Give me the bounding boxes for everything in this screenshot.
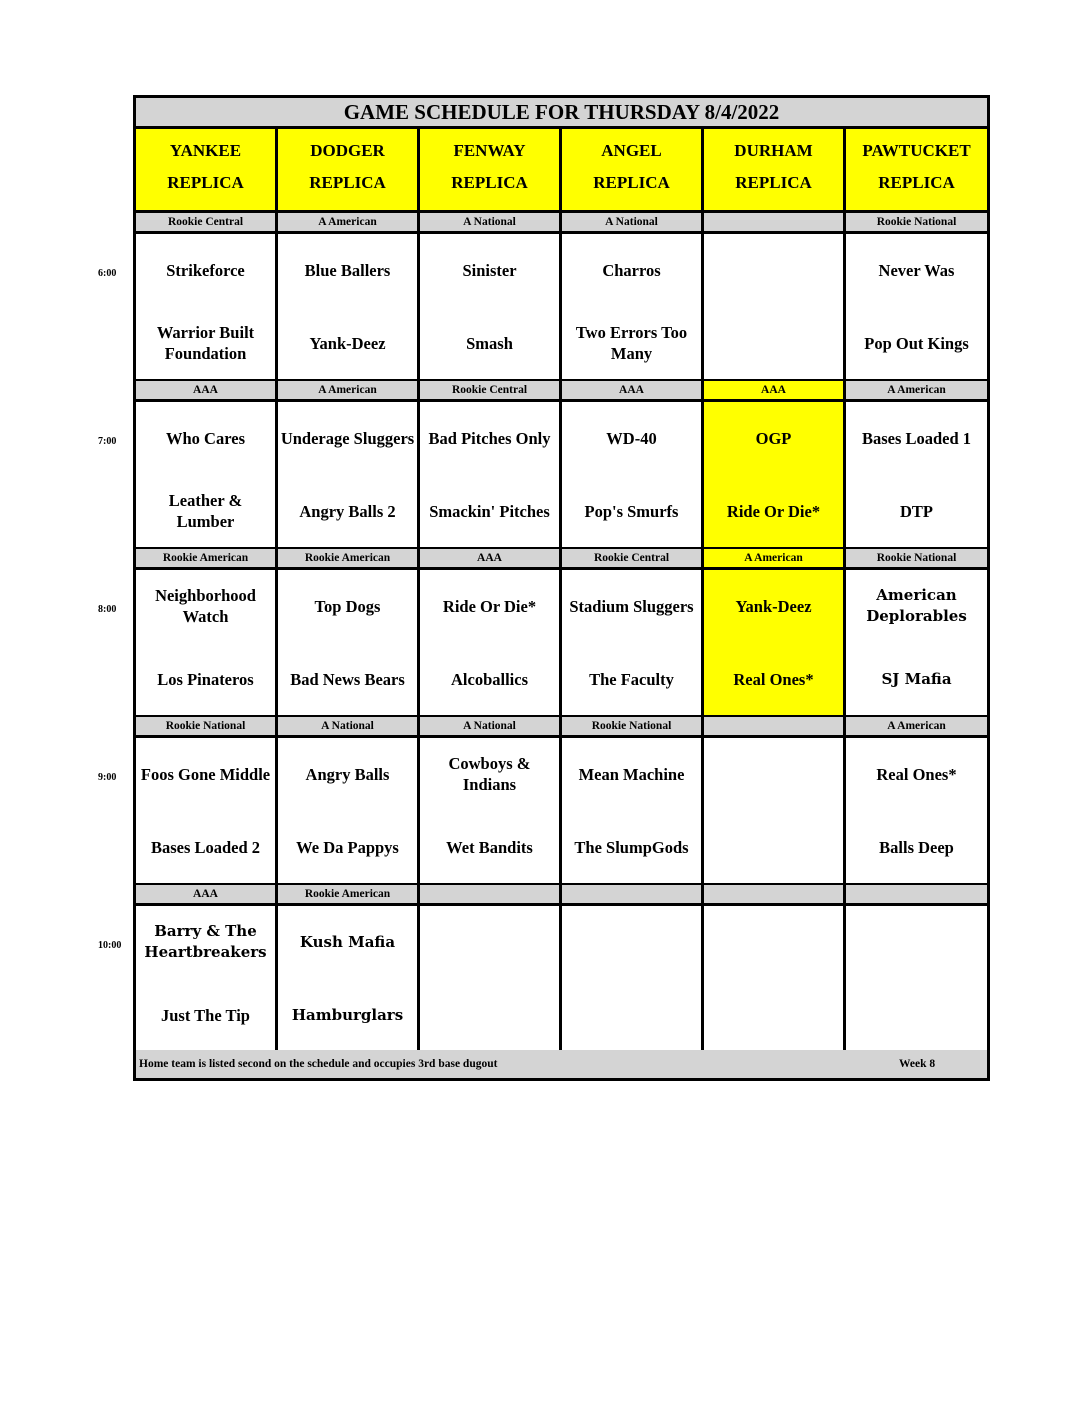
game-cell (846, 906, 987, 1051)
division-label: Rookie Central (136, 213, 278, 231)
division-label: Rookie National (136, 717, 278, 735)
away-team: Underage Sluggers (280, 428, 415, 448)
venue-subtitle: REPLICA (309, 173, 386, 192)
away-team: Never Was (878, 260, 955, 280)
home-team: Pop Out Kings (864, 333, 969, 353)
away-team (564, 918, 699, 966)
away-team: Blue Ballers (304, 260, 391, 280)
division-label: Rookie American (136, 549, 278, 567)
game-cell (420, 402, 562, 547)
game-cell (136, 402, 278, 547)
game-cell (420, 906, 562, 1051)
division-label: A National (420, 213, 562, 231)
home-team (564, 991, 699, 1039)
venue-name: DODGER (310, 141, 385, 160)
game-cell (278, 738, 420, 883)
division-label: AAA (562, 381, 704, 399)
home-team: Balls Deep (879, 837, 954, 857)
venue-subtitle: REPLICA (735, 173, 812, 192)
division-label: A American (278, 381, 420, 399)
division-label: A National (420, 717, 562, 735)
division-label: A National (278, 717, 420, 735)
home-team (706, 319, 841, 367)
game-cell (704, 906, 846, 1051)
division-label (846, 885, 987, 903)
away-team: Strikeforce (166, 260, 245, 280)
division-label (704, 213, 846, 231)
game-cell (562, 570, 704, 715)
away-team: Cowboys & Indians (448, 754, 531, 794)
week-label: Week 8 (899, 1058, 936, 1070)
schedule-table (133, 95, 990, 1081)
away-team: OGP (755, 428, 792, 448)
away-team (848, 918, 985, 966)
division-label: AAA (136, 381, 278, 399)
game-cell (846, 234, 987, 379)
game-cell (562, 402, 704, 547)
home-team: Leather & Lumber (168, 491, 243, 531)
home-team: Two Errors Too Many (575, 323, 688, 363)
away-team: WD-40 (606, 428, 657, 448)
away-team: Yank-Deez (735, 596, 812, 616)
away-team: Bases Loaded 1 (861, 428, 972, 448)
home-team: The Faculty (589, 669, 674, 689)
division-label: Rookie National (562, 717, 704, 735)
away-team: Foos Gone Middle (140, 764, 271, 784)
division-label: A American (704, 549, 846, 567)
game-cell (562, 906, 704, 1051)
venue-subtitle: REPLICA (451, 173, 528, 192)
time-slot-label: 6:00 (98, 268, 117, 279)
footer-bar (136, 1050, 987, 1078)
home-team: Smash (466, 333, 513, 353)
time-slot-label: 10:00 (98, 940, 122, 951)
away-team (706, 246, 841, 294)
home-team: Angry Balls 2 (299, 501, 396, 521)
game-cell (846, 738, 987, 883)
home-team (422, 991, 557, 1039)
home-team (848, 991, 985, 1039)
venue-subtitle: REPLICA (593, 173, 670, 192)
game-cell (278, 570, 420, 715)
home-team: Los Pinateros (157, 669, 254, 689)
time-slot-label: 7:00 (98, 436, 117, 447)
home-team: Pop's Smurfs (584, 501, 679, 521)
division-label: A American (846, 717, 987, 735)
home-team: Ride Or Die* (726, 501, 821, 521)
away-team: Angry Balls (305, 764, 390, 784)
venue-header-fenway (420, 129, 562, 210)
game-cell (562, 738, 704, 883)
home-team: Warrior Built Foundation (156, 323, 255, 363)
home-team: Bad News Bears (290, 669, 405, 689)
division-label: AAA (704, 381, 846, 399)
away-team (706, 918, 841, 966)
home-team: Wet Bandits (446, 837, 533, 857)
away-team: Barry & The Heartbreakers (144, 922, 267, 961)
game-cell (420, 234, 562, 379)
home-team: Hamburglars (291, 1005, 404, 1024)
away-team: Neighborhood Watch (155, 586, 256, 626)
venue-header-durham (704, 129, 846, 210)
venue-subtitle: REPLICA (878, 173, 955, 192)
time-slot-label: 9:00 (98, 772, 117, 783)
away-team: Real Ones* (876, 764, 957, 784)
away-team: Ride Or Die* (442, 596, 537, 616)
away-team (706, 750, 841, 798)
venue-header-dodger (278, 129, 420, 210)
venue-header-pawtucket (846, 129, 987, 210)
division-label: Rookie Central (562, 549, 704, 567)
venue-name: ANGEL (601, 141, 662, 160)
home-team: SJ Mafia (881, 669, 952, 688)
venue-name: PAWTUCKET (862, 141, 971, 160)
home-team: The SlumpGods (574, 837, 689, 857)
away-team: Bad Pitches Only (428, 428, 551, 448)
division-label: Rookie American (278, 885, 420, 903)
home-team (706, 991, 841, 1039)
division-label: Rookie American (278, 549, 420, 567)
venue-header-angel (562, 129, 704, 210)
game-cell (704, 570, 846, 715)
division-label: A American (278, 213, 420, 231)
division-label: Rookie National (846, 549, 987, 567)
away-team: American Deplorables (866, 586, 967, 625)
game-cell (846, 570, 987, 715)
away-team: Sinister (462, 260, 517, 280)
away-team: Top Dogs (314, 596, 381, 616)
away-team: Mean Machine (578, 764, 685, 784)
division-label (420, 885, 562, 903)
game-cell (704, 738, 846, 883)
home-team: Real Ones* (733, 669, 814, 689)
venue-header-yankee (136, 129, 278, 210)
game-cell (420, 570, 562, 715)
game-cell (846, 402, 987, 547)
division-label (704, 885, 846, 903)
home-team: Yank-Deez (309, 333, 386, 353)
game-cell (278, 906, 420, 1051)
division-label: Rookie Central (420, 381, 562, 399)
division-label (704, 717, 846, 735)
game-cell (420, 738, 562, 883)
game-cell (278, 402, 420, 547)
away-team: Kush Mafia (299, 932, 396, 951)
game-cell (704, 234, 846, 379)
home-team: DTP (900, 501, 933, 521)
away-team (422, 918, 557, 966)
home-team: Smackin' Pitches (429, 501, 550, 521)
division-label: Rookie National (846, 213, 987, 231)
venue-name: YANKEE (169, 141, 242, 160)
schedule-title: GAME SCHEDULE FOR THURSDAY 8/4/2022 (136, 98, 987, 129)
game-cell (136, 570, 278, 715)
division-label: A National (562, 213, 704, 231)
venue-name: DURHAM (734, 141, 813, 160)
home-team (706, 823, 841, 871)
venue-name: FENWAY (453, 141, 526, 160)
game-cell (704, 402, 846, 547)
away-team: Who Cares (166, 428, 245, 448)
home-team: Bases Loaded 2 (150, 837, 261, 857)
division-label: AAA (420, 549, 562, 567)
division-label: AAA (136, 885, 278, 903)
game-cell (562, 234, 704, 379)
venue-subtitle: REPLICA (167, 173, 244, 192)
game-cell (136, 738, 278, 883)
division-label (562, 885, 704, 903)
away-team: Charros (602, 260, 661, 280)
game-cell (278, 234, 420, 379)
home-team: We Da Pappys (296, 837, 399, 857)
away-team: Stadium Sluggers (569, 596, 694, 616)
home-team: Just The Tip (161, 1005, 250, 1025)
home-team-note: Home team is listed second on the schedule and occupies 3rd base dugout (139, 1058, 498, 1070)
time-slot-label: 8:00 (98, 604, 117, 615)
game-cell (136, 906, 278, 1051)
game-cell (136, 234, 278, 379)
division-label: A American (846, 381, 987, 399)
home-team: Alcoballics (451, 669, 528, 689)
